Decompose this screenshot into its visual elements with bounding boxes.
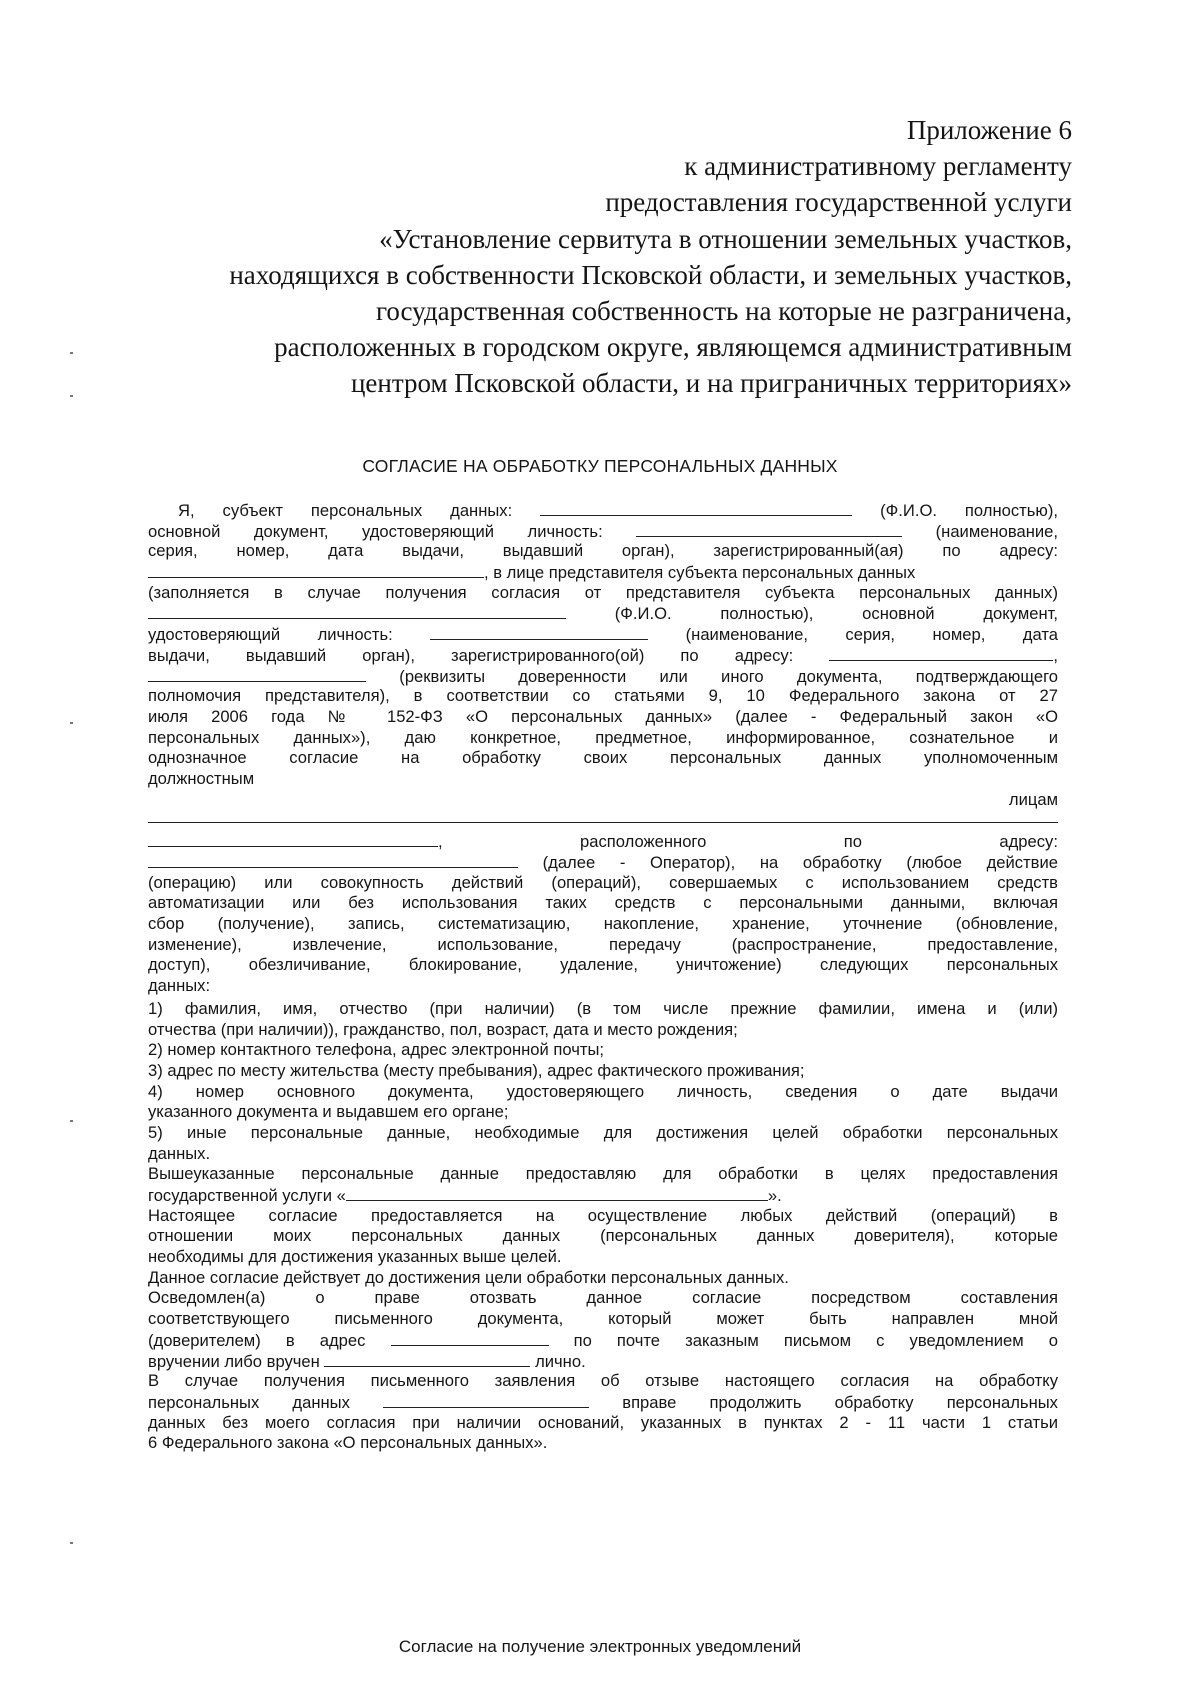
text-line: однозначное согласие на обработку своих персональных данных уполномоченным: [148, 748, 1058, 768]
list-item: 3) адрес по месту жительства (месту пребывания), адрес фактического проживания;: [148, 1060, 805, 1080]
text-line: вручении либо вручен лично.: [148, 1351, 586, 1371]
text-line: (заполняется в случае получения согласия от представителя субъекта персональных данных): [148, 582, 1058, 602]
section-title: Согласие на получение электронных уведомлений: [398, 1637, 802, 1656]
text-line: (Ф.И.О. полностью), основной документ,: [148, 603, 1058, 624]
appendix-line: предоставления государственной услуги: [605, 187, 1072, 218]
operator-address-blank: [148, 852, 518, 868]
appendix-line: к административному регламенту: [684, 151, 1072, 182]
rep-fio-blank: [148, 603, 566, 619]
text-line: , в лице представителя субъекта персональных данных: [148, 562, 1058, 583]
text-line: лицам: [1008, 789, 1058, 809]
appendix-line: государственная собственность на которые не разграничена,: [375, 296, 1072, 327]
text-line: персональных данных»), даю конкретное, предметное, информированное, сознательное и: [148, 727, 1058, 747]
list-item: 5) иные персональные данные, необходимые для достижения целей обработки персональных: [148, 1122, 1058, 1142]
text-line: отчества (при наличии)), гражданство, пол, возраст, дата и место рождения;: [148, 1019, 738, 1039]
text-line: изменение), извлечение, использование, передачу (распространение, предоставление,: [148, 934, 1058, 954]
text-line: данных:: [148, 976, 211, 996]
service-name-blank: [346, 1185, 768, 1201]
text-line: , расположенного по адресу:: [148, 831, 1058, 852]
text-line: полномочия представителя), в соответствии со статьями 9, 10 Федерального закона от 27: [148, 686, 1058, 706]
processor-blank: [383, 1392, 589, 1408]
text-line: (операцию) или совокупность действий (операций), совершаемых с использованием средств: [148, 872, 1058, 892]
list-item: 4) номер основного документа, удостоверяющего личность, сведения о дате выдачи: [148, 1081, 1058, 1101]
text-line: сбор (получение), запись, систематизацию, накопление, хранение, уточнение (обновление,: [148, 914, 1058, 934]
list-item: 1) фамилия, имя, отчество (при наличии) (в том числе прежние фамилии, имена и (или): [148, 998, 1058, 1018]
text-line: данных без моего согласия при наличии оснований, указанных в пунктах 2 - 11 части 1 статьи: [148, 1412, 1058, 1432]
scan-artifact: [70, 1120, 73, 1122]
text-line: данных.: [148, 1143, 211, 1163]
fio-blank: [540, 500, 852, 516]
rep-address-blank: [829, 645, 1053, 661]
document-blank: [636, 521, 902, 537]
text-line: Данное согласие действует до достижения цели обработки персональных данных.: [148, 1267, 789, 1287]
operator-name-blank: [148, 831, 438, 847]
text-line: выдачи, выдавший орган), зарегистрированного(ой) по адресу: ,: [148, 645, 1058, 665]
appendix-line: центром Псковской области, и на приграничных территориях»: [350, 368, 1072, 399]
text-line: (далее - Оператор), на обработку (любое действие: [148, 852, 1058, 873]
text-line: Вышеуказанные персональные данные предоставляю для обработки в целях предоставления: [148, 1164, 1058, 1184]
address-blank: [148, 562, 484, 578]
rep-document-blank: [430, 624, 648, 640]
scan-artifact: [70, 722, 73, 724]
scan-artifact: [70, 352, 73, 354]
text-line: Осведомлен(а) о праве отозвать данное согласие посредством составления: [148, 1288, 1058, 1308]
appendix-line: «Установление сервитута в отношении земельных участков,: [379, 223, 1072, 254]
text-line: удостоверяющий личность: (наименование, серия, номер, дата: [148, 625, 1058, 645]
scan-artifact: [70, 395, 73, 397]
appendix-line: Приложение 6: [906, 115, 1072, 145]
text-line: (реквизиты доверенности или иного документа, подтверждающего: [148, 666, 1058, 687]
text-line: серия, номер, дата выдачи, выдавший орган), зарегистрированный(ая) по адресу:: [148, 541, 1058, 561]
text-line: персональных данных вправе продолжить обработку персональных: [148, 1392, 1058, 1412]
text-line: основной документ, удостоверяющий личность: (наименование,: [148, 521, 1058, 541]
text-line: Я, субъект персональных данных: (Ф.И.О. полностью),: [178, 501, 1058, 520]
text-line: соответствующего письменного документа, который может быть направлен мной: [148, 1309, 1058, 1329]
text-line: указанного документа и выдавшем его органе;: [148, 1102, 509, 1122]
text-line: государственной услуги « ».: [148, 1186, 782, 1205]
revocation-address-blank: [391, 1330, 549, 1346]
text-line: июля 2006 года № 152-ФЗ «О персональных данных» (далее - Федеральный закон «О: [148, 706, 1058, 726]
text-line: должностным: [148, 768, 255, 788]
text-line: Настоящее согласие предоставляется на осуществление любых действий (операций) в: [148, 1205, 1058, 1225]
list-item: 2) номер контактного телефона, адрес электронной почты;: [148, 1040, 605, 1060]
text-line: В случае получения письменного заявления об отзыве настоящего согласия на обработку: [148, 1371, 1058, 1391]
operator-blank: [148, 810, 1058, 823]
scan-artifact: [70, 1542, 73, 1544]
text-line: (доверителем) в адрес по почте заказным письмом с уведомлением о: [148, 1330, 1058, 1350]
appendix-header: [92, 112, 1072, 402]
text-line: доступ), обезличивание, блокирование, удаление, уничтожение) следующих персональных: [148, 955, 1058, 975]
power-of-attorney-blank: [148, 666, 366, 682]
text-line: отношении моих персональных данных (персональных данных доверителя), которые: [148, 1226, 1058, 1246]
appendix-line: находящихся в собственности Псковской области, и земельных участков,: [229, 259, 1072, 290]
delivery-blank: [324, 1351, 530, 1367]
text-line: необходимы для достижения указанных выше целей.: [148, 1247, 562, 1267]
appendix-line: расположенных в городском округе, являющемся административным: [274, 332, 1072, 363]
document-title: СОГЛАСИЕ НА ОБРАБОТКУ ПЕРСОНАЛЬНЫХ ДАННЫХ: [362, 456, 838, 476]
text-line: автоматизации или без использования таких средств с персональными данными, включая: [148, 893, 1058, 913]
consent-body: [148, 500, 1058, 1454]
text-line: 6 Федерального закона «О персональных данных».: [148, 1433, 548, 1453]
